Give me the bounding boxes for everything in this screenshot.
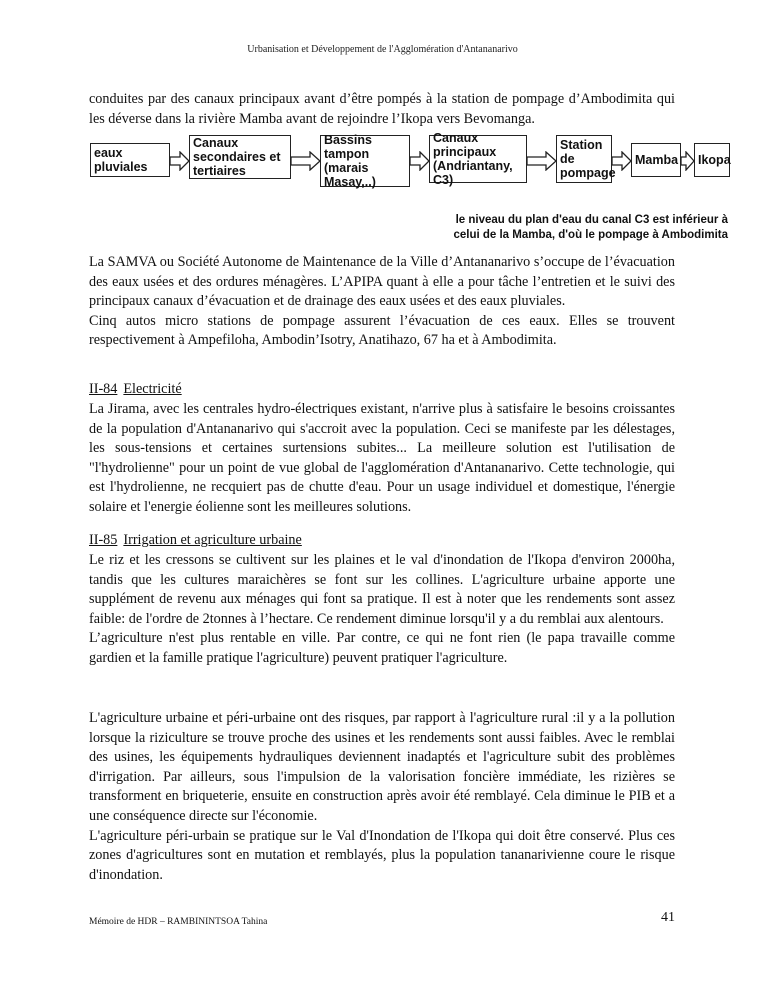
electricite-paragraph: La Jirama, avec les centrales hydro-électriques existant, n'arrive plus à satisfaire le besoins croissantes de la population d'Antananarivo qui s'accroit avec la population. Ceci se manifeste par les délestages, les sous-tensions et certaines surtensions subites... La meilleure solution est l'utilisation de "l'hydrolienne" pour un point de vue global de l'agglomération d'Antananarivo. Cette technologie, qui est l'hydrolienne, ne recquiert pas de chutte d'eau. Pour un usage individuel et domestique, l'énergie solaire et l'energie éolienne sont les meilleures solutions. <box>89 401 675 515</box>
irrigation-paragraph-3: L'agriculture urbaine et péri-urbaine ont des risques, par rapport à l'agriculture rural :il y a la pollution lorsque la riziculture se trouve proche des usines et les rendements sont aussi faibles. Avec le remblai des usines, les équipements hydrauliques deviennent inadaptés et l'agriculture subit des problèmes d'irrigation. Par ailleurs, sous l'impulsion de la valorisation foncière immédiate, les rizières se transforment en briqueterie, ensuite en construction après avoir été remblayé. Cela diminue le PIB et a une conséquence directe sur l'économie. <box>89 710 675 824</box>
section-number: II-84 <box>89 381 118 397</box>
diagram-box-eaux-pluviales <box>90 143 170 177</box>
pumping-stations-paragraph: Cinq autos micro stations de pompage assurent l’évacuation de ces eaux. Elles se trouvent respectivement à Ampefiloha, Ambodin’Isotry, Anatihazo, 67 ha et à Ambodimita. <box>89 312 675 349</box>
page-number: 41 <box>661 910 675 925</box>
section-heading-electricite <box>89 380 182 400</box>
arrow-icon <box>291 151 321 171</box>
diagram-box-label: Mamba <box>635 153 679 167</box>
diagram-note: le niveau du plan d'eau du canal C3 est inférieur à celui de la Mamba, d'où le pompage à Ambodimita <box>453 214 728 241</box>
diagram-box-canaux-secondaires <box>189 135 291 179</box>
diagram-box-label: eaux pluviales <box>94 146 148 174</box>
section-title: Irrigation et agriculture urbaine <box>123 532 302 548</box>
section-heading-irrigation <box>89 531 302 551</box>
section-title: Electricité <box>123 381 182 397</box>
drainage-flow-diagram <box>90 133 730 248</box>
intro-text: conduites par des canaux principaux avant d’être pompés à la station de pompage d’Ambodimita qui les déverse dans la rivière Mamba avant de rejoindre l’Ikopa vers Bevomanga. <box>89 91 675 127</box>
samva-paragraph: La SAMVA ou Société Autonome de Maintenance de la Ville d’Antananarivo s’occupe de l’évacuation des eaux usées et des ordures ménagères. L’APIPA quant à elle a pour tâche l’entretien et le suivi des principaux canaux d’évacuation et de drainage des eaux usées et des eaux pluviales. <box>89 254 675 310</box>
arrow-icon <box>681 151 695 171</box>
irrigation-paragraph-4: L'agriculture péri-urbain se pratique sur le Val d'Inondation de l'Ikopa qui doit être conservé. Plus ces zones d'agricultures sont en mutation et remblayés, plus la population tananarivienne coure le risque d'inondation. <box>89 827 675 883</box>
footer-author: Mémoire de HDR – RAMBININTSOA Tahina <box>89 917 268 927</box>
diagram-box-canaux-principaux <box>429 131 527 187</box>
irrigation-paragraph-2: L’agriculture n'est plus rentable en ville. Par contre, ce qui ne font rien (le papa travaille comme gardien et la famille pratique l'agriculture) peuvent pratiquer l'agriculture. <box>89 630 675 666</box>
samva-section <box>89 253 675 351</box>
diagram-box-label: Ikopa <box>698 153 731 167</box>
intro-paragraph <box>89 90 675 129</box>
diagram-box-label: Canaux secondaires et tertiaires <box>193 136 281 178</box>
diagram-box-label: Station de pompage <box>560 138 616 180</box>
diagram-box-ikopa <box>694 143 730 177</box>
irrigation-paragraph-1: Le riz et les cressons se cultivent sur les plaines et le val d'inondation de l'Ikopa d'environ 2000ha, tandis que les cultures maraichères se font sur les collines. L'agriculture urbaine apporte une supplément de revenu aux ménages qui font sa pratique. Il est à noter que les rendements sont assez faible: de l'ordre de 2tonnes à l’hectare. Ce rendement diminue lorsqu'il y a du remblai aux alentours. <box>89 552 675 627</box>
irrigation-section <box>89 551 675 669</box>
arrow-icon <box>410 151 430 171</box>
running-header: Urbanisation et Développement de l'Agglomération d'Antananarivo <box>247 44 518 55</box>
diagram-box-station-de-pompage <box>556 135 616 183</box>
arrow-icon <box>170 151 190 171</box>
arrow-icon <box>527 151 557 171</box>
electricite-section <box>89 400 675 518</box>
risks-section <box>89 709 675 885</box>
arrow-icon <box>612 151 632 171</box>
section-number: II-85 <box>89 532 118 548</box>
diagram-box-label: Canaux principaux (Andriantany, C3) <box>433 131 513 187</box>
diagram-box-mamba <box>631 143 681 177</box>
diagram-box-label: Bassins tampon (marais Masay,..) <box>324 133 376 189</box>
diagram-box-bassins-tampon <box>320 135 410 187</box>
